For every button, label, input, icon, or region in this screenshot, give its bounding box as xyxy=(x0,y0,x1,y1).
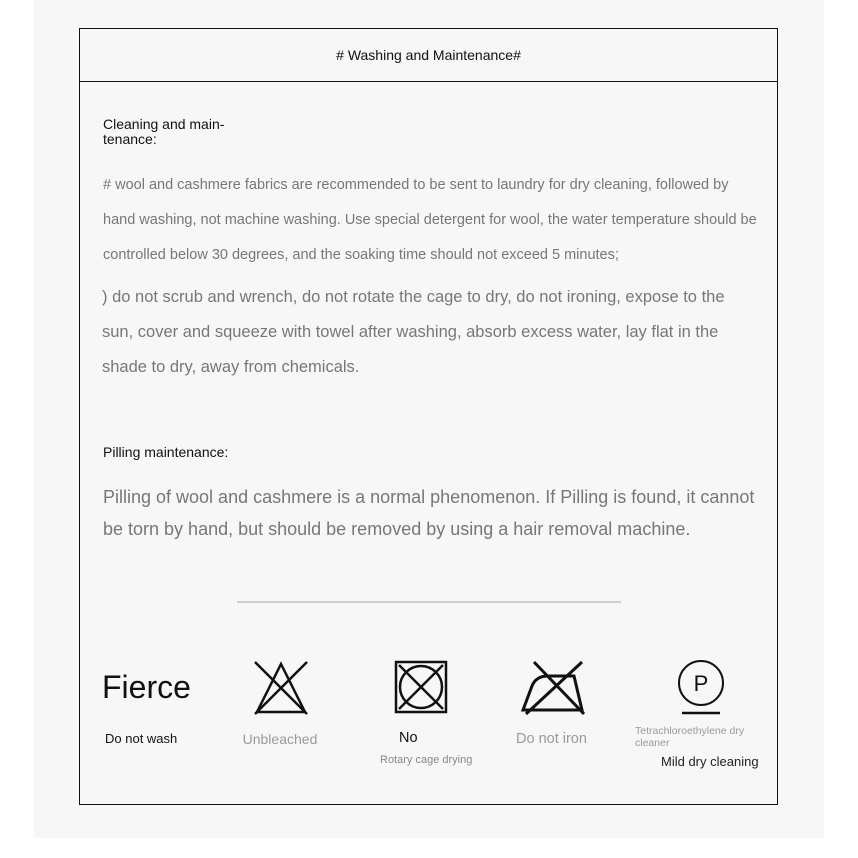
dry-clean-letter: P xyxy=(693,671,709,696)
unbleached-label: Unbleached xyxy=(242,731,318,747)
cleaning-paragraph-2: ) do not scrub and wrench, do not rotate the cage to dry, do not ironing, expose to the sun, cover and squeeze with towel after washing, absorb excess water, lay flat in the shade to dry, away from chemicals. xyxy=(102,288,725,376)
do-not-wash-label: Do not wash xyxy=(105,731,178,746)
pilling-section-title: Pilling maintenance: xyxy=(103,444,229,460)
no-iron-icon xyxy=(520,660,586,716)
section-divider xyxy=(237,601,621,603)
pilling-paragraph: Pilling of wool and cashmere is a normal phenomenon. If Pilling is found, it cannot be torn by hand, but should be removed by using a hair removal machine. xyxy=(103,487,755,539)
cleaning-section-title: Cleaning and main- tenance: xyxy=(103,116,225,147)
no-tumble-dry-icon xyxy=(394,660,448,714)
no-label: No xyxy=(399,730,418,746)
care-instructions-card xyxy=(79,28,778,805)
no-bleach-icon xyxy=(253,660,309,716)
mild-dry-cleaning-label: Mild dry cleaning xyxy=(661,754,759,769)
tetrachloroethylene-label: Tetrachloroethylene dry cleaner xyxy=(635,725,745,749)
do-not-iron-label: Do not iron xyxy=(516,731,587,747)
rotary-cage-drying-label: Rotary cage drying xyxy=(380,754,473,766)
fierce-label: Fierce xyxy=(102,669,191,705)
dry-clean-p-icon xyxy=(677,659,727,717)
cleaning-paragraph-1: # wool and cashmere fabrics are recommended to be sent to laundry for dry cleaning, followed by hand washing, not machine washing. Use special detergent for wool, the water temperature should be controlled below 30 degrees, and the soaking time should not exceed 5 minutes; xyxy=(103,177,757,263)
header-bar xyxy=(80,29,777,82)
page-title: # Washing and Maintenance# xyxy=(336,47,521,63)
